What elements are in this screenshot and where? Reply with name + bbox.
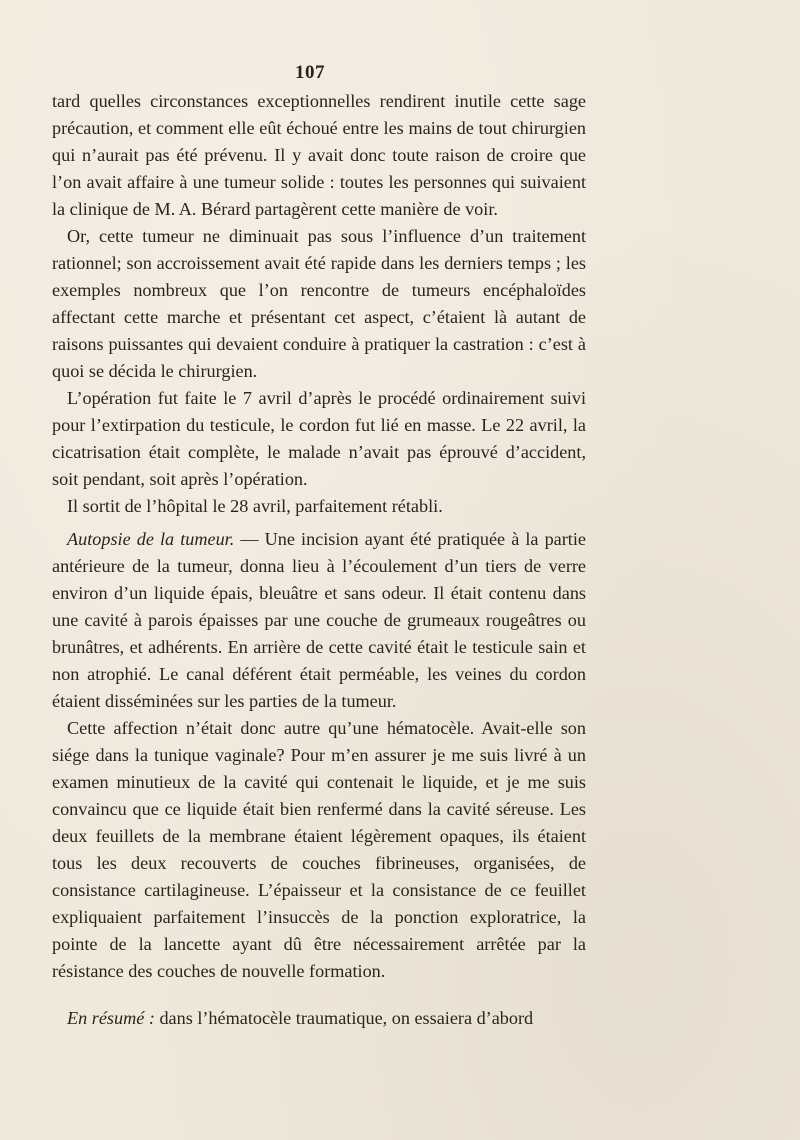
paragraph-1-text: tard quelles circonstances exceptionnelles rendirent inutile cette sage précaution, et comment elle eût échoué entre les mains de tout chirurgien qui n’aurait pas été prévenu. Il y avait donc toute raison de croire que l’on avait affaire à une tumeur solide : toutes les personnes qui suivaient la clinique de M. A. Bérard partagèrent cette manière de voir. xyxy=(52,91,586,219)
paragraph-5 xyxy=(52,526,586,715)
paragraph-4 xyxy=(52,493,586,520)
body-text xyxy=(52,88,586,1032)
paragraph-4-text: Il sortit de l’hôpital le 28 avril, parfaitement rétabli. xyxy=(67,496,443,516)
page-number: 107 xyxy=(295,62,325,83)
paragraph-3-text: L’opération fut faite le 7 avril d’après le procédé ordinairement suivi pour l’extirpation du testicule, le cordon fut lié en masse. Le 22 avril, la cicatrisation était complète, le malade n’avait pas éprouvé d’accident, soit pendant, soit après l’opération. xyxy=(52,388,586,489)
paragraph-3 xyxy=(52,385,586,493)
paragraph-2 xyxy=(52,223,586,385)
section-heading-resume: En résumé : xyxy=(67,1008,155,1028)
paragraph-6-text: Cette affection n’était donc autre qu’une hématocèle. Avait-elle son siége dans la tunique vaginale? Pour m’en assurer je me suis livré à un examen minutieux de la cavité qui contenait le liquide, et je me suis convaincu que ce liquide était bien renfermé dans la cavité séreuse. Les deux feuillets de la membrane étaient légèrement opaques, ils étaient tous les deux recouverts de couches fibrineuses, organisées, de consistance cartilagineuse. L’épaisseur et la consistance de ce feuillet expliquaient parfaitement l’insuccès de la ponction exploratrice, la pointe de la lancette ayant dû être nécessairement arrêtée par la résistance des couches de nouvelle formation. xyxy=(52,718,586,981)
section-heading-autopsie: Autopsie de la tumeur. xyxy=(67,529,235,549)
paragraph-2-text: Or, cette tumeur ne diminuait pas sous l’influence d’un traitement rationnel; son accroissement avait été rapide dans les derniers temps ; les exemples nombreux que l’on rencontre de tumeurs encéphaloïdes affectant cette marche et présentant cet aspect, c’étaient là autant de raisons puissantes qui devaient conduire à pratiquer la castration : c’est à quoi se décida le chirurgien. xyxy=(52,226,586,381)
paragraph-7-text: dans l’hématocèle traumatique, on essaiera d’abord xyxy=(154,1008,534,1028)
paragraph-7 xyxy=(52,1005,586,1032)
paragraph-5-text: — Une incision ayant été pratiquée à la partie antérieure de la tumeur, donna lieu à l’écoulement d’un tiers de verre environ d’un liquide épais, bleuâtre et sans odeur. Il était contenu dans une cavité à parois épaisses par une couche de grumeaux rougeâtres ou brunâtres, et adhérents. En arrière de cette cavité était le testicule sain et non atrophié. Le canal déférent était perméable, les veines du cordon étaient disséminées sur les parties de la tumeur. xyxy=(52,529,586,711)
paragraph-1 xyxy=(52,88,586,223)
paragraph-6 xyxy=(52,715,586,985)
